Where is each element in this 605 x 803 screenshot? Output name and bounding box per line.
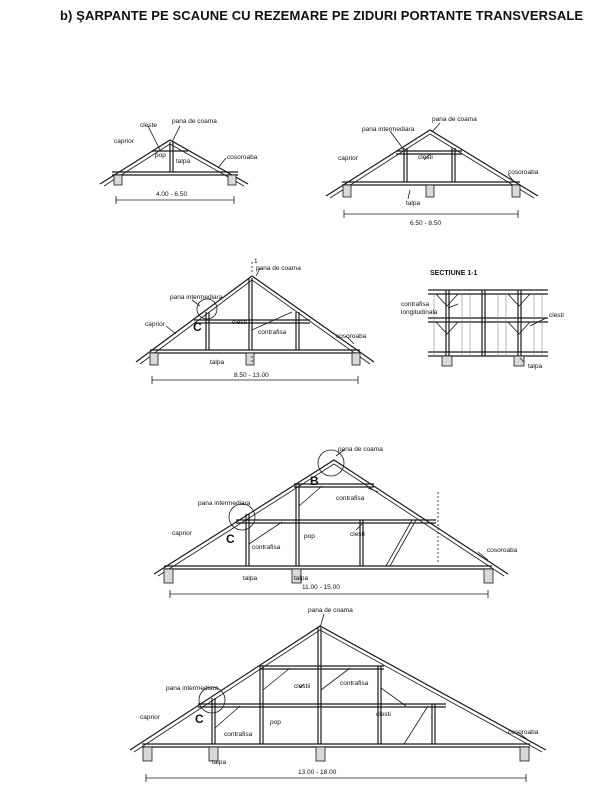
section-label-longitudinala: longitudinala [401,309,438,316]
d4-label-pop: pop [304,533,315,540]
diagram-4-truss [154,450,508,598]
diagram-2-truss [326,123,538,218]
d3-label-cosoroaba: cosoroaba [336,333,367,340]
wall-left [114,175,122,185]
wall-left [343,185,351,197]
detail-circle-b [318,450,344,476]
d4-label-pana-coama: pana de coama [338,446,383,453]
d2-label-pana-intermediara: pana intermediara [362,126,415,133]
d5-label-pop: pop [270,719,281,726]
d3-section-mark: 1 [254,258,258,265]
d2-label-pana-coama: pana de coama [432,116,477,123]
d5-label-contrafisa-top: contrafisa [340,680,369,687]
d4-label-cosoroaba: cosoroaba [487,547,518,554]
page-title: b) ŞARPANTE PE SCAUNE CU REZEMARE PE ZIDURI PORTANTE TRANSVERSALE [60,8,584,23]
d3-label-contrafisa: contrafisa [258,329,287,336]
wall-right [484,569,493,583]
section-1-1-view [428,290,548,366]
d4-span: 11.00 - 15.00 [302,584,340,591]
d2-label-caprior: caprior [338,155,358,162]
d5-span: 13.00 - 18.00 [298,769,337,776]
d4-detail-c: C [226,532,235,546]
d5-label-clesti-2: clesti [376,711,391,718]
rafter-pair [154,460,508,574]
section-label-clesti: clesti [549,312,564,319]
wall-middle [316,747,325,761]
d4-label-contrafisa-top: contrafisa [336,495,365,502]
d4-label-talpa-2: talpa [294,575,309,582]
d5-label-contrafisa: contrafisa [224,731,253,738]
d5-label-talpa: talpa [212,759,227,766]
d5-label-pana-coama: pana de coama [308,607,353,614]
d2-span: 6.50 - 8.50 [410,220,442,227]
wall-right [352,353,360,365]
d1-label-talpa: talpa [176,158,191,165]
d1-span: 4.00 - 6.50 [156,191,188,198]
d2-label-clesti: clesti [418,154,433,161]
d1-label-pop: pop [155,152,166,159]
section-title: SECTIUNE 1-1 [430,270,478,277]
diagram-3-truss [136,262,374,384]
d3-label-clesti: clesti [232,319,247,326]
d5-label-pana-intermediara: pana intermediara [166,685,219,692]
d2-label-talpa: talpa [406,200,421,207]
d3-label-talpa: talpa [210,359,225,366]
wall-right [228,175,236,185]
wall-middle [246,353,254,365]
d5-label-cosoroaba: cosoroaba [508,729,539,736]
contrafisa-brace-right [386,520,412,566]
d2-label-cosoroaba: cosoroaba [508,169,539,176]
d1-label-cosoroaba: cosoroaba [227,154,258,161]
d4-label-clesti: clesti [350,531,365,538]
wall-middle [426,185,434,197]
contrafisa-brace [252,312,292,330]
wall-left [150,353,158,365]
contrafisa-brace-left [249,522,282,544]
wall-left [143,747,152,761]
d3-label-pana-coama: pana de coama [256,265,301,272]
d3-span: 8.50 - 13.00 [234,372,269,379]
d1-label-caprior: caprior [114,138,134,145]
d3-label-caprior: caprior [145,321,165,328]
d3-label-pana-intermediara: pana intermediara [170,294,223,301]
wall-left [164,569,173,583]
wall-right [512,185,520,197]
d4-detail-b: B [310,474,319,488]
rafter-pair [136,276,374,362]
d4-label-talpa-1: talpa [243,575,258,582]
d1-label-cleste: cleste [140,122,157,129]
d3-detail-c: C [193,320,202,334]
d5-detail-c: C [195,712,204,726]
d4-label-pana-intermediara: pana intermediara [198,500,251,507]
diagram-5-truss [130,614,546,782]
d5-label-clesti: clestii [294,683,311,690]
section-label-contrafisa: contrafisa [401,301,430,308]
d4-label-contrafisa: contrafisa [252,544,281,551]
wall-right [520,747,529,761]
d5-label-caprior: caprior [140,714,160,721]
section-label-talpa: talpa [528,363,543,370]
d1-label-pana-coama: pana de coama [172,118,217,125]
d4-label-caprior: caprior [172,530,192,537]
